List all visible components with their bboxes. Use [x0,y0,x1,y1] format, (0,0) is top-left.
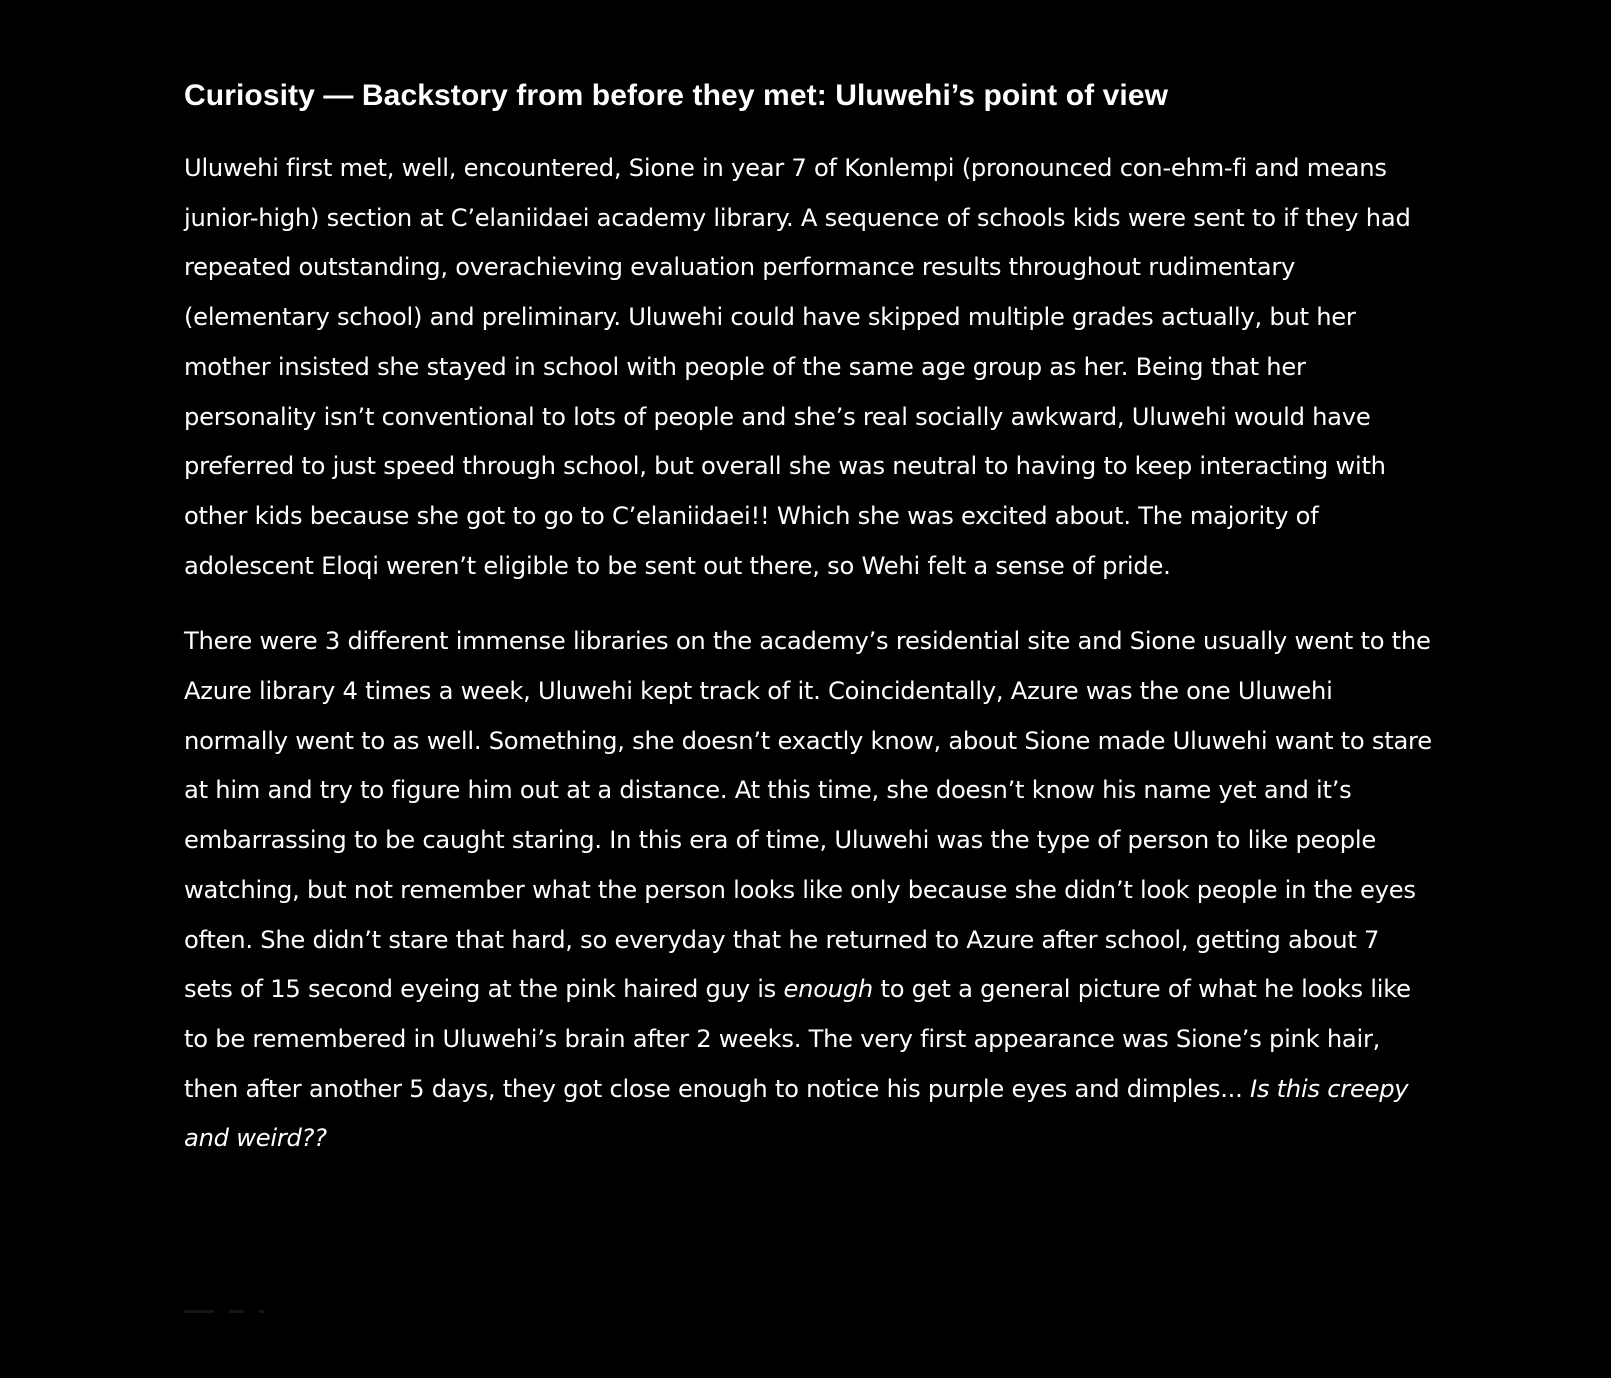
paragraph-2-text-a: There were 3 different immense libraries on the academy’s residential site and Sione usually went to the Azure library 4 times a week, Uluwehi kept track of it. Coincidentally, Azure was the one Uluwehi normally went to as well. Something, she doesn’t exactly know, about Sione made Uluwehi want to stare at him and try to figure him out at a distance. At this time, she doesn’t know his name yet and it’s embarrassing to be caught staring. In this era of time, Uluwehi was the type of person to like people watching, but not remember what the person looks like only because she didn’t look people in the eyes often. She didn’t stare that hard, so everyday that he returned to Azure after school, getting about 7 sets of 15 second eyeing at the pink haired guy is [184,627,1432,1004]
paragraph-2-text-b: to get a general picture of what he looks like to be remembered in Uluwehi’s brain after 2 weeks. The very first appearance was Sione’s pink hair, then after another 5 days, they got close enough to notice his purple eyes and dimples... [184,975,1411,1103]
document-title: Curiosity — Backstory from before they met: Uluwehi’s point of view [184,79,1169,112]
paragraph-2 [184,617,1434,1164]
paragraph-2-emphasis-enough: enough [783,975,874,1004]
document-page [184,72,1434,1190]
paragraph-1: Uluwehi first met, well, encountered, Sione in year 7 of Konlempi (pronounced con-ehm-fi and means junior-high) section at C’elaniidaei academy library. A sequence of schools kids were sent to if they had repeated outstanding, overachieving evaluation performance results throughout rudimentary (elementary school) and preliminary. Uluwehi could have skipped multiple grades actually, but her mother insisted she stayed in school with people of the same age group as her. Being that her personality isn’t conventional to lots of people and she’s real socially awkward, Uluwehi would have preferred to just speed through school, but overall she was neutral to having to keep interacting with other kids because she got to go to C’elaniidaei!! Which she was excited about. The majority of adolescent Eloqi weren’t eligible to be sent out there, so Wehi felt a sense of pride. [184,154,1411,580]
cut-off-next-line [184,1310,284,1313]
paragraph-2-emphasis-question: Is this creepy and weird?? [184,1074,1409,1153]
